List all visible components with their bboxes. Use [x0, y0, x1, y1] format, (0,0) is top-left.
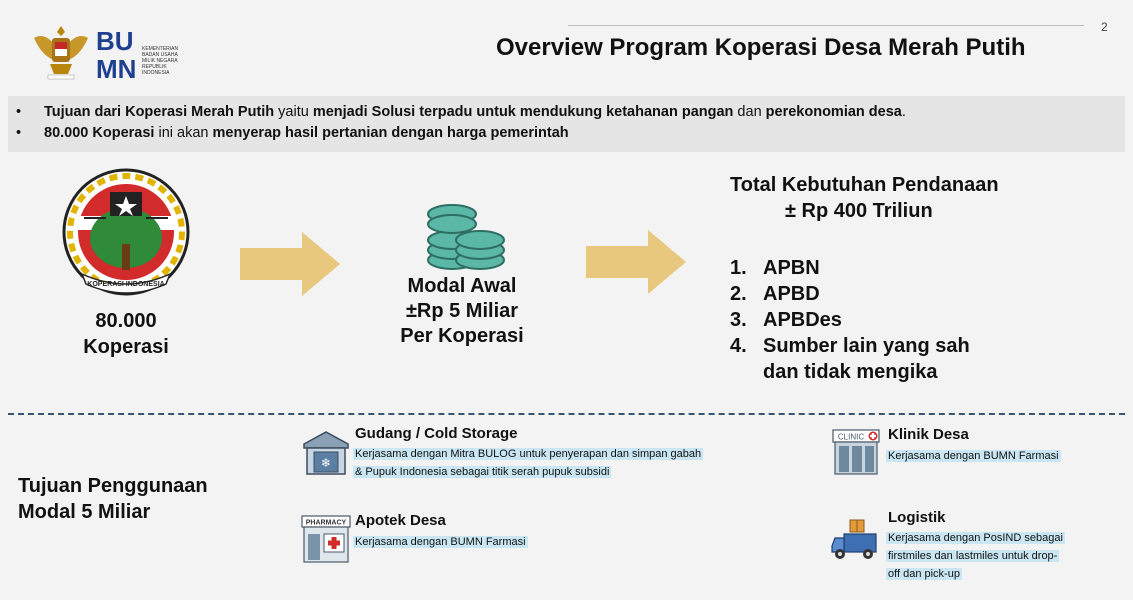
bullet-1-economy: perekonomian desa — [765, 104, 902, 120]
usage-title-line: Modal 5 Miliar — [18, 501, 151, 523]
list-item — [730, 307, 970, 333]
bullet-1-goal: menjadi Solusi terpadu untuk mendukung ketahanan pangan — [312, 104, 734, 120]
bumn-subtitle — [142, 46, 222, 76]
klinik-desc-line: Kerjasama dengan BUMN Farmasi — [888, 450, 1059, 462]
bullet-1-end: . — [901, 104, 906, 120]
logistik-title: Logistik — [888, 509, 946, 526]
list-item — [730, 281, 970, 307]
bumn-sub-line: BADAN USAHA — [142, 52, 178, 58]
koperasi-logo-text: KOPERASI INDONESIA — [87, 281, 165, 288]
list-label: Sumber lain yang sah — [763, 335, 970, 357]
clinic-sign-text: CLINIC — [837, 432, 865, 442]
bullet-1-subject: Tujuan dari Koperasi Merah Putih — [44, 104, 275, 120]
bumn-sub-line: REPUBLIK — [142, 64, 167, 70]
bumn-sub-line: INDONESIA — [142, 70, 170, 76]
delivery-truck-icon — [830, 518, 882, 562]
modal-line: Modal Awal — [407, 275, 517, 297]
gudang-title: Gudang / Cold Storage — [355, 425, 518, 442]
bullet-1-text — [44, 104, 906, 120]
arrow-right-icon — [240, 232, 340, 296]
pharmacy-sign-text: PHARMACY — [305, 519, 347, 527]
koperasi-indonesia-logo — [54, 166, 198, 304]
slide-title: Overview Program Koperasi Desa Merah Putih — [496, 34, 1026, 61]
bumn-sub-line: KEMENTERIAN — [142, 46, 179, 52]
funding-value: ± Rp 400 Triliun — [785, 200, 933, 222]
apotek-desc-line: Kerjasama dengan BUMN Farmasi — [355, 536, 526, 548]
list-label: dan tidak mengika — [763, 361, 938, 383]
koperasi-count — [56, 308, 196, 360]
list-label: APBD — [763, 283, 820, 305]
modal-line: ±Rp 5 Miliar — [405, 300, 519, 322]
koperasi-count-label: Koperasi — [83, 336, 169, 358]
gudang-desc-line: Kerjasama dengan Mitra BULOG untuk penyerapan dan simpan gabah — [355, 448, 702, 460]
logistik-desc-line: Kerjasama dengan PosIND sebagai — [888, 532, 1063, 544]
modal-line: Per Koperasi — [400, 325, 524, 347]
apotek-description — [353, 532, 577, 550]
usage-title — [18, 473, 208, 525]
list-item — [730, 333, 970, 359]
list-number: 1. — [730, 257, 747, 279]
clinic-icon — [831, 428, 881, 476]
bullet-2-join: ini akan — [154, 125, 213, 141]
funding-sources-list — [730, 255, 970, 385]
bullet-1-join: yaitu — [274, 104, 313, 120]
usage-title-line: Tujuan Penggunaan — [18, 475, 208, 497]
bullet-dot: • — [16, 125, 22, 141]
page-number: 2 — [1101, 20, 1108, 34]
bullet-2-subject: 80.000 Koperasi — [44, 125, 155, 141]
bumn-sub-line: MILIK NEGARA — [142, 58, 178, 64]
pharmacy-icon — [300, 514, 352, 564]
list-label: APBDes — [763, 309, 842, 331]
warehouse-icon — [302, 428, 350, 476]
section-divider — [8, 413, 1125, 415]
bullet-2-text — [44, 125, 569, 141]
svg-text:BU: BU — [96, 26, 134, 56]
bumn-logo — [96, 24, 136, 80]
svg-text:❄: ❄ — [320, 456, 332, 470]
funding-title: Total Kebutuhan Pendanaan — [730, 174, 999, 196]
klinik-description — [886, 446, 1110, 464]
list-item — [730, 255, 970, 281]
koperasi-count-number: 80.000 — [95, 310, 157, 332]
bullet-1-and: dan — [733, 104, 766, 120]
list-number: 2. — [730, 283, 747, 305]
list-number: 4. — [730, 335, 747, 357]
list-item-continuation — [730, 359, 970, 385]
gudang-description — [353, 444, 813, 480]
logistik-description — [886, 528, 1118, 582]
logistik-desc-line: off dan pick-up — [888, 568, 960, 580]
header-divider — [568, 25, 1084, 26]
svg-text:MN: MN — [96, 54, 136, 80]
gudang-desc-line: & Pupuk Indonesia sebagai titik serah pupuk subsidi — [355, 466, 610, 478]
list-number: 3. — [730, 309, 747, 331]
apotek-title: Apotek Desa — [355, 512, 446, 529]
modal-awal-text — [380, 274, 544, 349]
coins-icon — [422, 200, 508, 274]
bullet-2-goal: menyerap hasil pertanian dengan harga pemerintah — [212, 125, 569, 141]
bullet-dot: • — [16, 104, 22, 120]
arrow-right-icon — [586, 230, 686, 294]
garuda-logo — [30, 20, 92, 82]
list-label: APBN — [763, 257, 820, 279]
klinik-title: Klinik Desa — [888, 426, 969, 443]
logistik-desc-line: firstmiles dan lastmiles untuk drop- — [888, 550, 1058, 562]
